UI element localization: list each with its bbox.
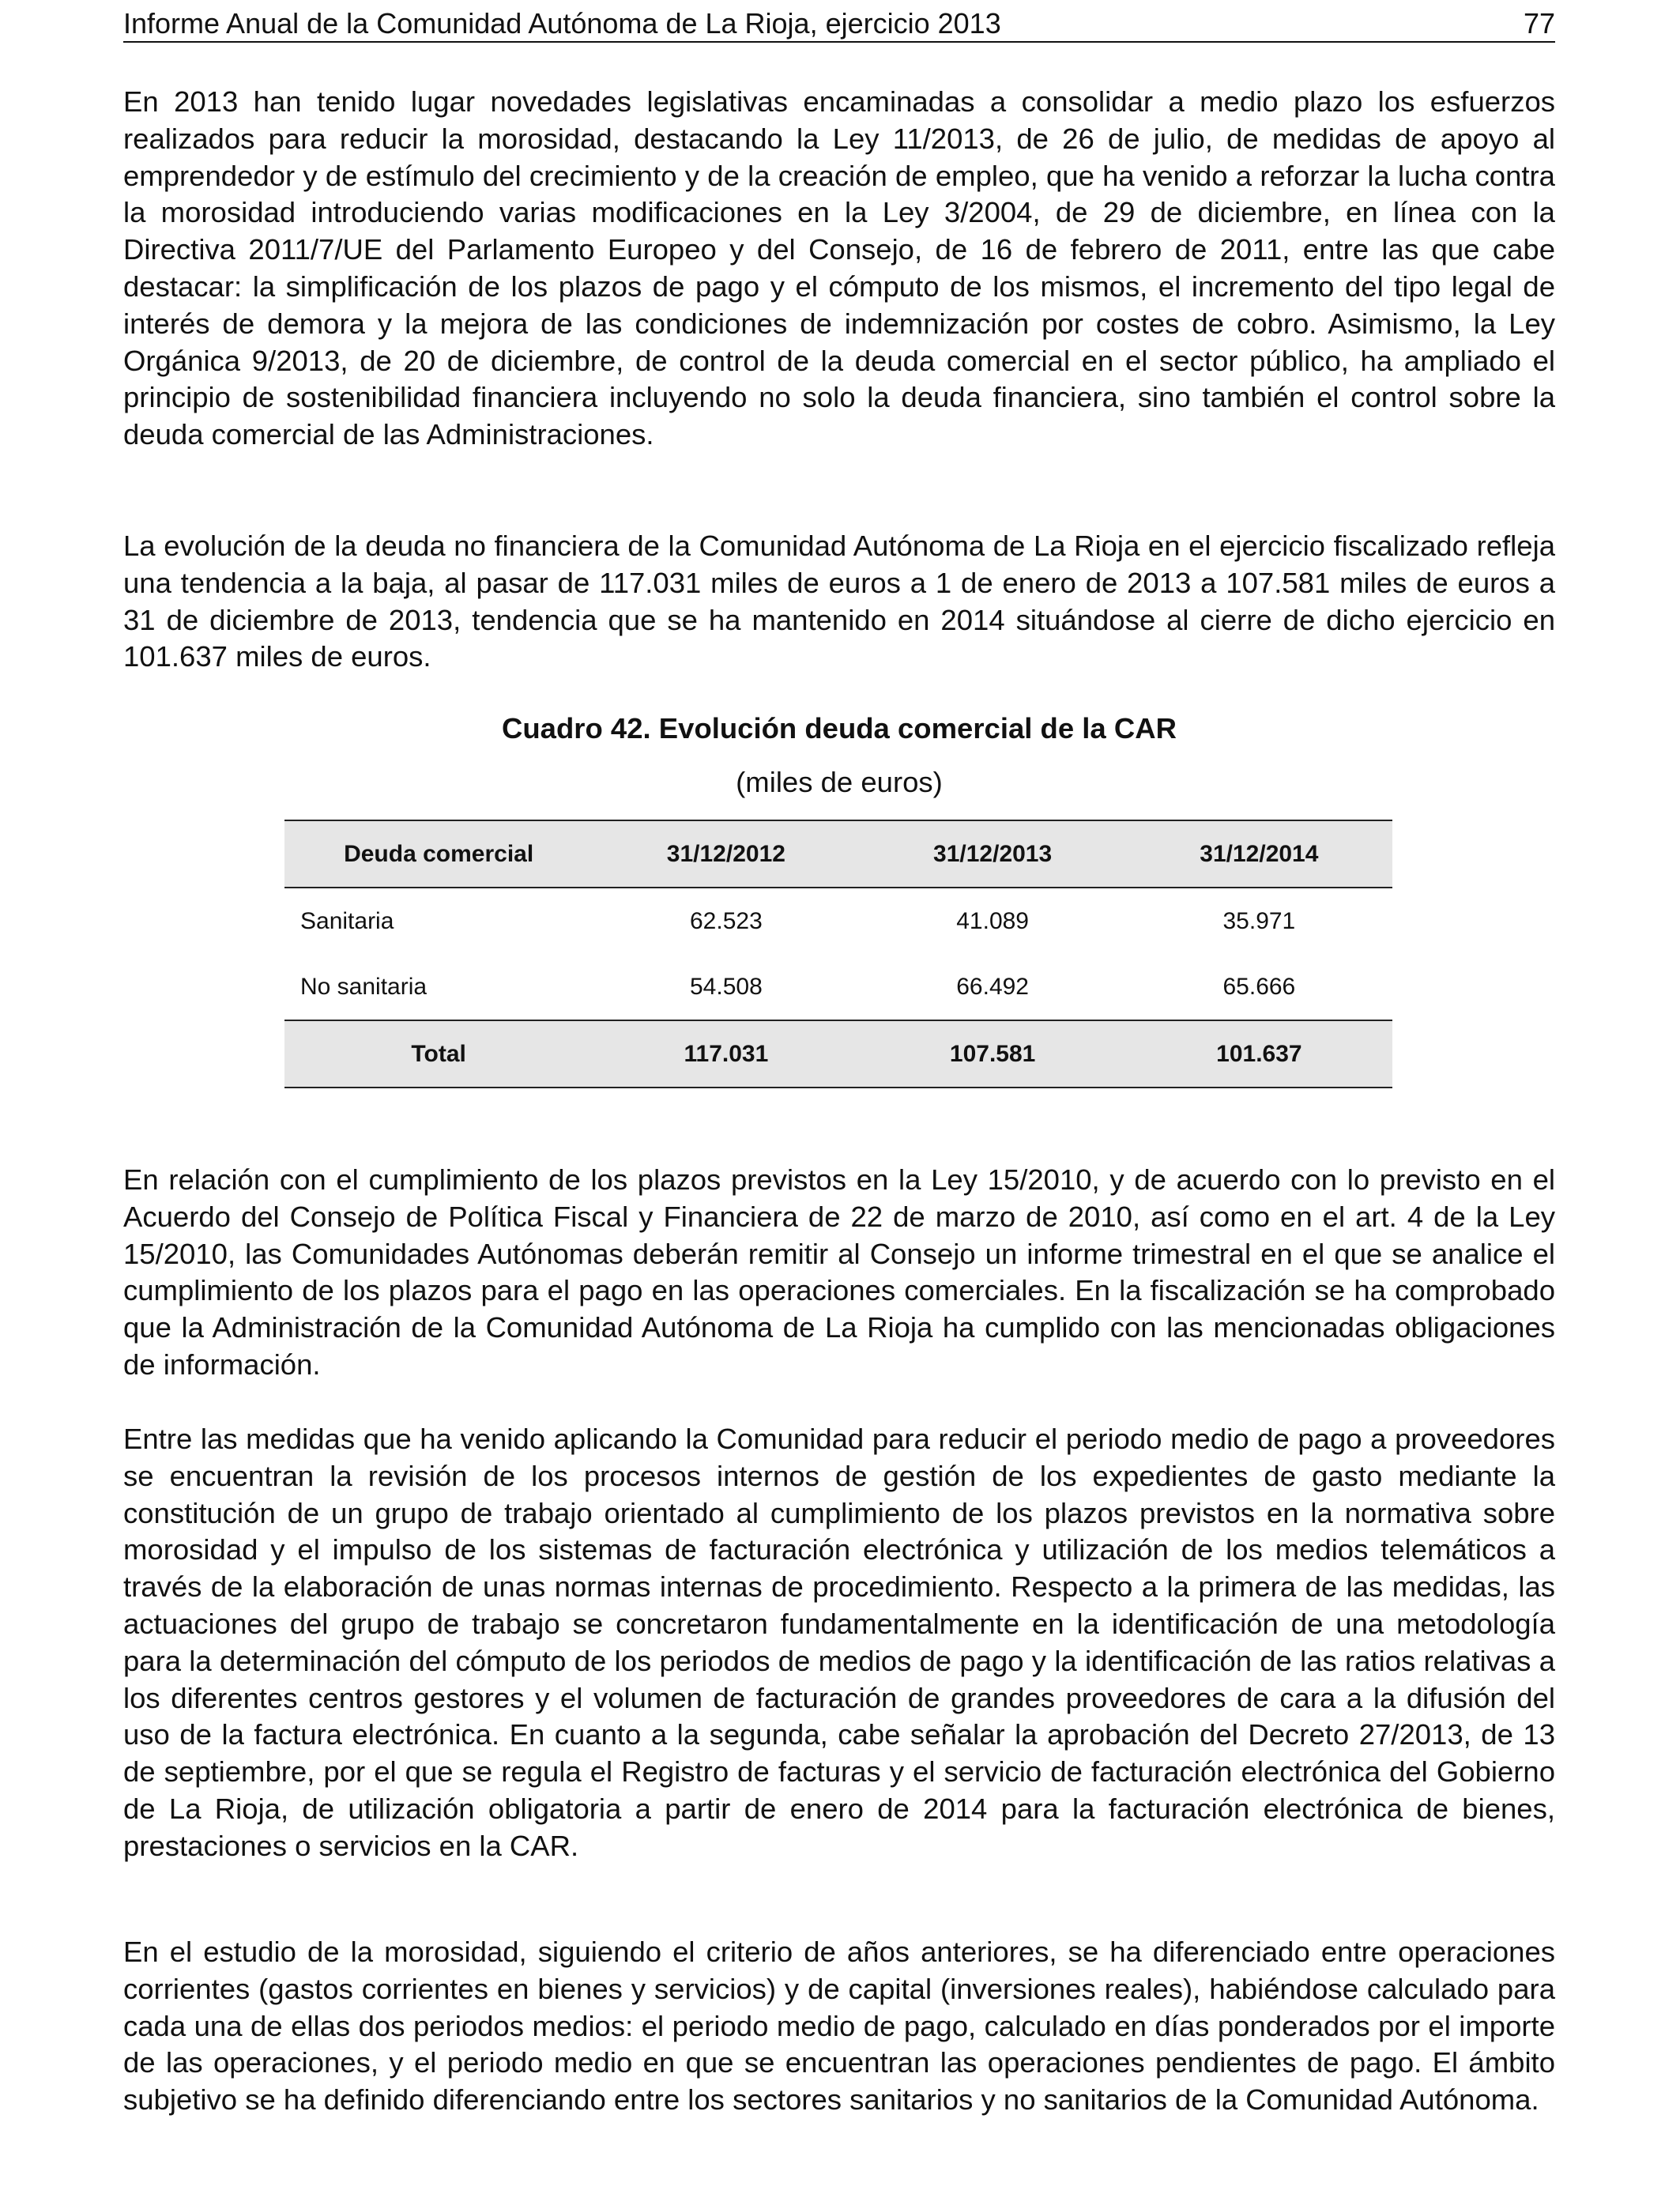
table-cell: 66.492 [956, 973, 1029, 1000]
paragraph-measures: Entre las medidas que ha venido aplicando la Comunidad para reducir el periodo medio de pago a proveedores se encuentran la revisión de los procesos internos de gestión de los expedientes de gasto mediante la constitución de un grupo de trabajo orientado al cumplimiento de los plazos previstos en la normativa sobre morosidad y el impulso de los sistemas de facturación electrónica y utilización de los medios telemáticos a través de la elaboración de unas normas internas de procedimiento. Respecto a la primera de las medidas, las actuaciones del grupo de trabajo se concretaron fundamentalmente en la identificación de una metodología para la determinación del cómputo de los periodos de medios de pago y la identificación de las ratios relativas a los diferentes centros gestores y el volumen de facturación de grandes proveedores de cara a la difusión del uso de la factura electrónica. En cuanto a la segunda, cabe señalar la aprobación del Decreto 27/2013, de 13 de septiembre, por el que se regula el Registro de facturas y el servicio de facturación electrónica del Gobierno de La Rioja, de utilización obligatoria a partir de enero de 2014 para la facturación electrónica de bienes, prestaciones o servicios en la CAR. [123, 1423, 1555, 1862]
table-header-row [284, 820, 1392, 888]
total-cell: 117.031 [684, 1040, 769, 1067]
table-header-cell: Deuda comercial [344, 840, 534, 867]
paragraph-legislation: En 2013 han tenido lugar novedades legislativas encaminadas a consolidar a medio plazo los esfuerzos realizados para reducir la morosidad, destacando la Ley 11/2013, de 26 de julio, de medidas de apoyo al emprendedor y de estímulo del crecimiento y de la creación de empleo, que ha venido a reforzar la lucha contra la morosidad introduciendo varias modificaciones en la Ley 3/2004, de 29 de diciembre, en línea con la Directiva 2011/7/UE del Parlamento Europeo y del Consejo, de 16 de febrero de 2011, entre las que cabe destacar: la simplificación de los plazos de pago y el cómputo de los mismos, el incremento del tipo legal de interés de demora y la mejora de las condiciones de indemnización por costes de cobro. Asimismo, la Ley Orgánica 9/2013, de 20 de diciembre, de control de la deuda comercial en el sector público, ha ampliado el principio de sostenibilidad financiera incluyendo no solo la deuda financiera, sino también el control sobre la deuda comercial de las Administraciones. [123, 85, 1555, 451]
table-header-cell: 31/12/2012 [666, 840, 785, 867]
table-title: Cuadro 42. Evolución deuda comercial de la CAR [502, 712, 1177, 745]
paragraph-compliance: En relación con el cumplimiento de los plazos previstos en la Ley 15/2010, y de acuerdo con lo previsto en el Acuerdo del Consejo de Política Fiscal y Financiera de 22 de marzo de 2010, así como en el art. 4 de la Ley 15/2010, las Comunidades Autónomas deberán remitir al Consejo un informe trimestral en el que se analice el cumplimiento de los plazos para el pago en las operaciones comerciales. En la fiscalización se ha comprobado que la Administración de la Comunidad Autónoma de La Rioja ha cumplido con las mencionadas obligaciones de información. [123, 1163, 1555, 1381]
table-cell: 41.089 [956, 907, 1029, 934]
table-total-row [284, 1020, 1392, 1088]
row-label: No sanitaria [300, 973, 428, 1000]
total-cell: 101.637 [1216, 1040, 1302, 1067]
table-row [284, 954, 1392, 1020]
total-label: Total [411, 1040, 466, 1067]
table-row [284, 888, 1392, 954]
commercial-debt-table [284, 820, 1392, 1088]
header-title: Informe Anual de la Comunidad Autónoma de La Rioja, ejercicio 2013 [123, 7, 1001, 40]
table-cell: 65.666 [1222, 973, 1296, 1000]
table-cell: 62.523 [690, 907, 763, 934]
table-cell: 35.971 [1222, 907, 1296, 934]
table-header-cell: 31/12/2013 [933, 840, 1053, 867]
paragraph-debt-evolution: La evolución de la deuda no financiera de la Comunidad Autónoma de La Rioja en el ejercicio fiscalizado refleja una tendencia a la baja, al pasar de 117.031 miles de euros a 1 de enero de 2013 a 107.581 miles de euros a 31 de diciembre de 2013, tendencia que se ha mantenido en 2014 situándose al cierre de dicho ejercicio en 101.637 miles de euros. [123, 530, 1555, 673]
page-header [123, 5, 1555, 43]
row-label: Sanitaria [300, 907, 394, 934]
total-cell: 107.581 [949, 1040, 1036, 1067]
paragraph-morosity-study: En el estudio de la morosidad, siguiendo el criterio de años anteriores, se ha diferenciado entre operaciones corrientes (gastos corrientes en bienes y servicios) y de capital (inversiones reales), habiéndose calculado para cada una de ellas dos periodos medios: el periodo medio de pago, calculado en días ponderados por el importe de las operaciones, y el periodo medio en que se encuentran las operaciones pendientes de pago. El ámbito subjetivo se ha definido diferenciando entre los sectores sanitarios y no sanitarios de la Comunidad Autónoma. [123, 1936, 1555, 2117]
table-cell: 54.508 [690, 973, 763, 1000]
page-number: 77 [1523, 7, 1555, 40]
table-header-cell: 31/12/2014 [1200, 840, 1319, 867]
table-subtitle: (miles de euros) [736, 766, 943, 798]
